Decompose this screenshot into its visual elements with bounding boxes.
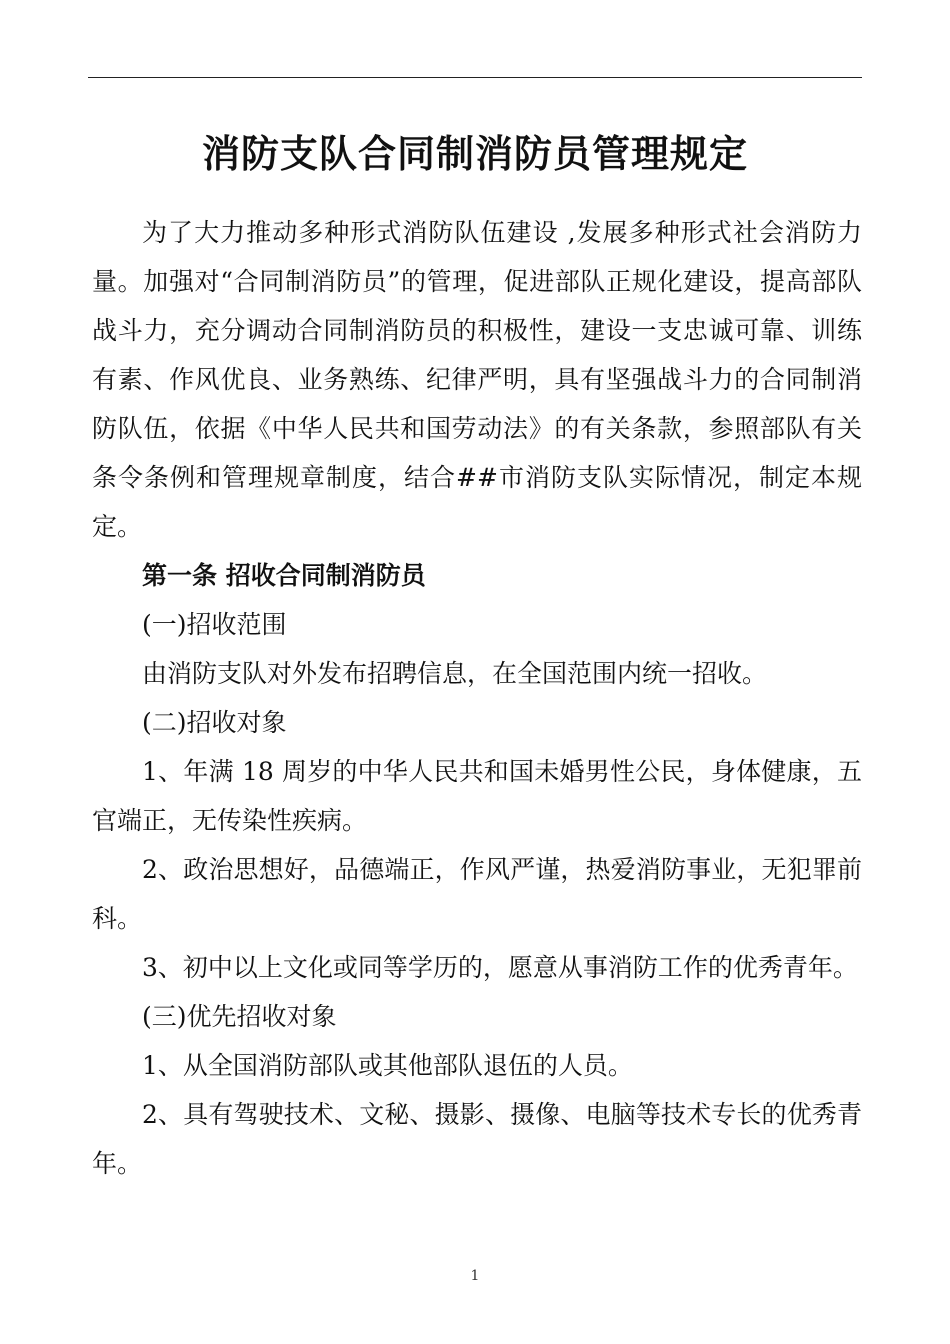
- page-number: 1: [470, 1268, 480, 1284]
- list-item-target-3: 3、初中以上文化或同等学历的，愿意从事消防工作的优秀青年。: [142, 953, 858, 982]
- section-heading-targets: (二)招收对象: [142, 708, 287, 737]
- document-body: [92, 208, 862, 1188]
- list-item-priority-1: 1、从全国消防部队或其他部队退伍的人员。: [142, 1051, 633, 1080]
- article-one-heading: 第一条 招收合同制消防员: [142, 561, 426, 590]
- list-item-target-1: 1、年满 18 周岁的中华人民共和国未婚男性公民，身体健康，五官端正，无传染性疾病。: [92, 757, 862, 835]
- header-rule: [88, 77, 862, 78]
- section-heading-scope: (一)招收范围: [142, 610, 287, 639]
- intro-paragraph: 为了大力推动多种形式消防队伍建设 ,发展多种形式社会消防力量。加强对“合同制消防员”的管理，促进部队正规化建设，提高部队战斗力，充分调动合同制消防员的积极性，建设一支忠诚可靠、训练有素、作风优良、业务熟练、纪律严明，具有坚强战斗力的合同制消防队伍，依据《中华人民共和国劳动法》的有关条款，参照部队有关条令条例和管理规章制度，结合##市消防支队实际情况，制定本规定。: [92, 218, 862, 541]
- list-item-priority-2: 2、具有驾驶技术、文秘、摄影、摄像、电脑等技术专长的优秀青年。: [92, 1100, 862, 1178]
- document-title: 消防支队合同制消防员管理规定: [201, 131, 748, 176]
- section-heading-priority: (三)优先招收对象: [142, 1002, 337, 1031]
- list-item-target-2: 2、政治思想好，品德端正，作风严谨，热爱消防事业，无犯罪前科。: [92, 855, 862, 933]
- paragraph-scope: 由消防支队对外发布招聘信息，在全国范围内统一招收。: [142, 659, 768, 688]
